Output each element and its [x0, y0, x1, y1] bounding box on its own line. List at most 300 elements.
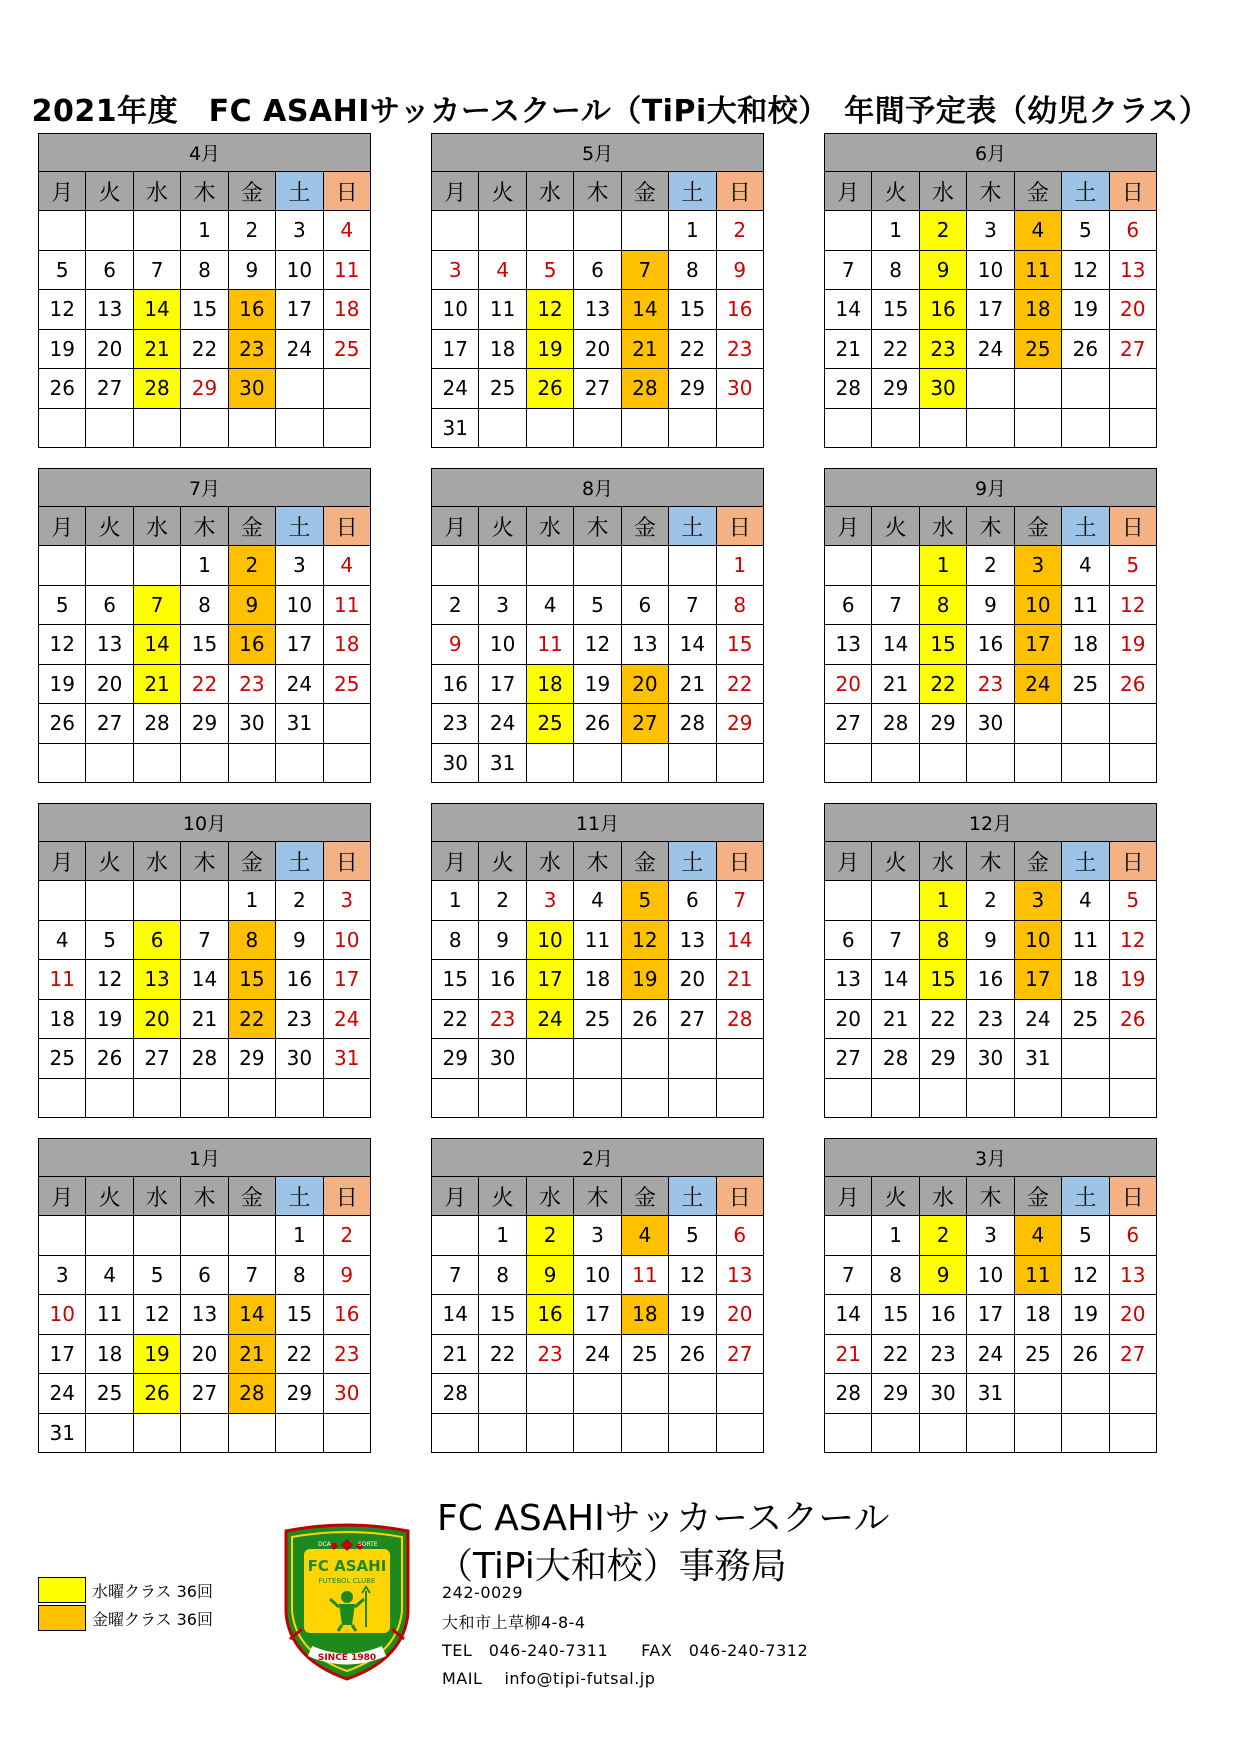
- weekday-header: 土: [1062, 172, 1109, 211]
- day-cell: 22: [181, 329, 228, 369]
- empty-cell: [228, 408, 275, 448]
- empty-cell: [1109, 1413, 1156, 1453]
- day-cell: 9: [716, 250, 763, 290]
- day-cell: 19: [1062, 290, 1109, 330]
- day-cell: 9: [967, 920, 1014, 960]
- svg-text:FUTEBOL CLUBE: FUTEBOL CLUBE: [318, 1577, 376, 1585]
- month-label: 8月: [432, 469, 764, 507]
- day-cell: 12: [526, 290, 573, 330]
- day-cell: 12: [1062, 250, 1109, 290]
- month-label: 10月: [39, 804, 371, 842]
- empty-cell: [1109, 369, 1156, 409]
- day-cell: 1: [872, 211, 919, 251]
- day-cell: 4: [621, 1216, 668, 1256]
- day-cell: 19: [574, 664, 621, 704]
- empty-cell: [323, 1078, 370, 1118]
- empty-cell: [919, 1078, 966, 1118]
- weekday-header: 日: [1109, 1177, 1156, 1216]
- day-cell: 22: [276, 1334, 323, 1374]
- day-cell: 17: [967, 290, 1014, 330]
- day-cell: 20: [86, 329, 133, 369]
- day-cell: 17: [323, 960, 370, 1000]
- day-cell: 13: [621, 625, 668, 665]
- empty-cell: [526, 1039, 573, 1079]
- day-cell: 24: [1014, 999, 1061, 1039]
- month-calendar: [824, 468, 1157, 783]
- day-cell: 21: [716, 960, 763, 1000]
- day-cell: 10: [526, 920, 573, 960]
- day-cell: 6: [574, 250, 621, 290]
- empty-cell: [872, 881, 919, 921]
- day-cell: 18: [323, 290, 370, 330]
- empty-cell: [276, 1078, 323, 1118]
- day-cell: 25: [1014, 329, 1061, 369]
- empty-cell: [86, 1078, 133, 1118]
- day-cell: 26: [621, 999, 668, 1039]
- weekday-header: 木: [967, 842, 1014, 881]
- empty-cell: [479, 1413, 526, 1453]
- weekday-header: 日: [1109, 842, 1156, 881]
- day-cell: 10: [323, 920, 370, 960]
- weekday-header: 木: [181, 172, 228, 211]
- empty-cell: [39, 546, 86, 586]
- day-cell: 13: [86, 625, 133, 665]
- empty-cell: [574, 1413, 621, 1453]
- day-cell: 31: [479, 743, 526, 783]
- day-cell: 8: [432, 920, 479, 960]
- day-cell: 31: [1014, 1039, 1061, 1079]
- weekday-header: 木: [574, 1177, 621, 1216]
- day-cell: 3: [276, 211, 323, 251]
- day-cell: 1: [716, 546, 763, 586]
- day-cell: 20: [574, 329, 621, 369]
- legend-label: 水曜クラス 36回: [92, 1581, 213, 1601]
- empty-cell: [526, 211, 573, 251]
- day-cell: 12: [133, 1295, 180, 1335]
- empty-cell: [621, 1413, 668, 1453]
- day-cell: 4: [323, 546, 370, 586]
- day-cell: 24: [323, 999, 370, 1039]
- day-cell: 29: [716, 704, 763, 744]
- empty-cell: [1062, 1078, 1109, 1118]
- empty-cell: [669, 1078, 716, 1118]
- day-cell: 18: [479, 329, 526, 369]
- day-cell: 10: [479, 625, 526, 665]
- day-cell: 19: [669, 1295, 716, 1335]
- empty-cell: [669, 743, 716, 783]
- day-cell: 24: [479, 704, 526, 744]
- day-cell: 15: [276, 1295, 323, 1335]
- empty-cell: [1062, 1039, 1109, 1079]
- svg-text:FC ASAHI: FC ASAHI: [307, 1557, 387, 1575]
- day-cell: 2: [716, 211, 763, 251]
- day-cell: 14: [181, 960, 228, 1000]
- empty-cell: [621, 546, 668, 586]
- day-cell: 5: [1109, 881, 1156, 921]
- day-cell: 27: [825, 704, 872, 744]
- empty-cell: [86, 743, 133, 783]
- day-cell: 22: [919, 999, 966, 1039]
- empty-cell: [872, 1413, 919, 1453]
- weekday-header: 火: [86, 507, 133, 546]
- empty-cell: [432, 546, 479, 586]
- day-cell: 29: [669, 369, 716, 409]
- empty-cell: [1109, 743, 1156, 783]
- empty-cell: [181, 1216, 228, 1256]
- day-cell: 25: [1062, 664, 1109, 704]
- empty-cell: [86, 408, 133, 448]
- day-cell: 23: [479, 999, 526, 1039]
- empty-cell: [39, 211, 86, 251]
- empty-cell: [479, 1374, 526, 1414]
- day-cell: 16: [919, 290, 966, 330]
- day-cell: 3: [526, 881, 573, 921]
- day-cell: 12: [39, 625, 86, 665]
- day-cell: 21: [181, 999, 228, 1039]
- day-cell: 28: [432, 1374, 479, 1414]
- day-cell: 13: [86, 290, 133, 330]
- day-cell: 5: [86, 920, 133, 960]
- day-cell: 29: [228, 1039, 275, 1079]
- empty-cell: [716, 408, 763, 448]
- empty-cell: [621, 211, 668, 251]
- day-cell: 23: [276, 999, 323, 1039]
- empty-cell: [825, 211, 872, 251]
- day-cell: 28: [133, 369, 180, 409]
- weekday-header: 月: [825, 1177, 872, 1216]
- day-cell: 24: [1014, 664, 1061, 704]
- page-title: 2021年度 FC ASAHIサッカースクール（TiPi大和校） 年間予定表（幼児クラス）: [31, 94, 1210, 129]
- day-cell: 24: [967, 1334, 1014, 1374]
- empty-cell: [133, 743, 180, 783]
- day-cell: 13: [133, 960, 180, 1000]
- day-cell: 4: [1014, 1216, 1061, 1256]
- day-cell: 26: [39, 704, 86, 744]
- day-cell: 26: [1062, 1334, 1109, 1374]
- weekday-header: 土: [669, 507, 716, 546]
- empty-cell: [323, 704, 370, 744]
- day-cell: 2: [432, 585, 479, 625]
- weekday-header: 水: [133, 1177, 180, 1216]
- empty-cell: [1109, 1374, 1156, 1414]
- weekday-header: 水: [133, 172, 180, 211]
- weekday-header: 水: [919, 507, 966, 546]
- day-cell: 6: [181, 1255, 228, 1295]
- empty-cell: [872, 743, 919, 783]
- month-label: 12月: [825, 804, 1157, 842]
- day-cell: 5: [526, 250, 573, 290]
- day-cell: 11: [323, 250, 370, 290]
- day-cell: 5: [669, 1216, 716, 1256]
- day-cell: 11: [1062, 920, 1109, 960]
- org-name: FC ASAHIサッカースクール: [437, 1498, 890, 1539]
- day-cell: 25: [526, 704, 573, 744]
- weekday-header: 金: [1014, 842, 1061, 881]
- day-cell: 6: [1109, 211, 1156, 251]
- day-cell: 23: [432, 704, 479, 744]
- empty-cell: [432, 1216, 479, 1256]
- weekday-header: 金: [228, 842, 275, 881]
- empty-cell: [526, 743, 573, 783]
- month-calendar: [38, 803, 371, 1118]
- empty-cell: [825, 546, 872, 586]
- weekday-header: 火: [479, 842, 526, 881]
- day-cell: 22: [228, 999, 275, 1039]
- weekday-header: 月: [825, 507, 872, 546]
- empty-cell: [716, 1078, 763, 1118]
- day-cell: 10: [276, 585, 323, 625]
- day-cell: 14: [872, 960, 919, 1000]
- day-cell: 15: [716, 625, 763, 665]
- day-cell: 30: [716, 369, 763, 409]
- weekday-header: 日: [323, 1177, 370, 1216]
- month-calendar: [824, 1138, 1157, 1453]
- day-cell: 29: [872, 369, 919, 409]
- day-cell: 22: [716, 664, 763, 704]
- empty-cell: [621, 743, 668, 783]
- weekday-header: 火: [872, 172, 919, 211]
- day-cell: 14: [669, 625, 716, 665]
- empty-cell: [479, 211, 526, 251]
- empty-cell: [181, 1413, 228, 1453]
- day-cell: 30: [919, 1374, 966, 1414]
- day-cell: 3: [1014, 546, 1061, 586]
- day-cell: 13: [825, 625, 872, 665]
- month-calendar: [431, 803, 764, 1118]
- empty-cell: [479, 408, 526, 448]
- day-cell: 18: [1014, 1295, 1061, 1335]
- empty-cell: [669, 546, 716, 586]
- day-cell: 27: [669, 999, 716, 1039]
- empty-cell: [1014, 408, 1061, 448]
- month-label: 5月: [432, 134, 764, 172]
- empty-cell: [825, 1216, 872, 1256]
- day-cell: 3: [967, 211, 1014, 251]
- day-cell: 24: [432, 369, 479, 409]
- day-cell: 23: [919, 1334, 966, 1374]
- day-cell: 9: [919, 1255, 966, 1295]
- day-cell: 7: [133, 585, 180, 625]
- empty-cell: [967, 743, 1014, 783]
- day-cell: 23: [967, 999, 1014, 1039]
- weekday-header: 火: [479, 1177, 526, 1216]
- weekday-header: 日: [716, 842, 763, 881]
- address: 大和市上草柳4-8-4: [442, 1613, 586, 1632]
- day-cell: 26: [86, 1039, 133, 1079]
- day-cell: 13: [181, 1295, 228, 1335]
- day-cell: 24: [574, 1334, 621, 1374]
- weekday-header: 土: [1062, 842, 1109, 881]
- day-cell: 22: [181, 664, 228, 704]
- empty-cell: [133, 1413, 180, 1453]
- weekday-header: 日: [716, 172, 763, 211]
- day-cell: 15: [432, 960, 479, 1000]
- day-cell: 7: [825, 250, 872, 290]
- weekday-header: 土: [276, 172, 323, 211]
- day-cell: 29: [919, 704, 966, 744]
- day-cell: 8: [181, 585, 228, 625]
- empty-cell: [526, 1078, 573, 1118]
- day-cell: 25: [86, 1374, 133, 1414]
- empty-cell: [825, 743, 872, 783]
- day-cell: 1: [432, 881, 479, 921]
- month-calendar: [431, 133, 764, 448]
- day-cell: 18: [621, 1295, 668, 1335]
- weekday-header: 水: [919, 842, 966, 881]
- day-cell: 4: [479, 250, 526, 290]
- empty-cell: [669, 1374, 716, 1414]
- day-cell: 10: [1014, 920, 1061, 960]
- day-cell: 26: [133, 1374, 180, 1414]
- weekday-header: 日: [1109, 172, 1156, 211]
- empty-cell: [228, 1078, 275, 1118]
- day-cell: 2: [323, 1216, 370, 1256]
- weekday-header: 金: [1014, 507, 1061, 546]
- day-cell: 16: [228, 625, 275, 665]
- empty-cell: [621, 408, 668, 448]
- day-cell: 3: [967, 1216, 1014, 1256]
- day-cell: 3: [39, 1255, 86, 1295]
- weekday-header: 木: [967, 1177, 1014, 1216]
- day-cell: 2: [967, 881, 1014, 921]
- day-cell: 19: [1109, 960, 1156, 1000]
- empty-cell: [1109, 704, 1156, 744]
- day-cell: 1: [669, 211, 716, 251]
- empty-cell: [716, 1039, 763, 1079]
- email: MAIL info@tipi-futsal.jp: [442, 1669, 656, 1688]
- day-cell: 7: [716, 881, 763, 921]
- legend-label: 金曜クラス 36回: [92, 1609, 213, 1629]
- empty-cell: [669, 1039, 716, 1079]
- day-cell: 27: [825, 1039, 872, 1079]
- day-cell: 7: [181, 920, 228, 960]
- empty-cell: [716, 743, 763, 783]
- day-cell: 6: [133, 920, 180, 960]
- day-cell: 7: [228, 1255, 275, 1295]
- day-cell: 13: [825, 960, 872, 1000]
- day-cell: 14: [228, 1295, 275, 1335]
- day-cell: 7: [872, 920, 919, 960]
- day-cell: 18: [526, 664, 573, 704]
- day-cell: 19: [133, 1334, 180, 1374]
- weekday-header: 月: [825, 842, 872, 881]
- empty-cell: [967, 369, 1014, 409]
- day-cell: 11: [1014, 1255, 1061, 1295]
- day-cell: 10: [967, 250, 1014, 290]
- day-cell: 30: [479, 1039, 526, 1079]
- empty-cell: [133, 546, 180, 586]
- day-cell: 2: [919, 211, 966, 251]
- day-cell: 16: [228, 290, 275, 330]
- day-cell: 24: [276, 329, 323, 369]
- day-cell: 19: [1062, 1295, 1109, 1335]
- day-cell: 4: [526, 585, 573, 625]
- day-cell: 29: [432, 1039, 479, 1079]
- day-cell: 5: [1062, 211, 1109, 251]
- day-cell: 26: [1109, 664, 1156, 704]
- day-cell: 8: [872, 250, 919, 290]
- empty-cell: [825, 1413, 872, 1453]
- day-cell: 23: [228, 664, 275, 704]
- weekday-header: 土: [669, 172, 716, 211]
- weekday-header: 木: [181, 507, 228, 546]
- day-cell: 18: [574, 960, 621, 1000]
- day-cell: 20: [1109, 290, 1156, 330]
- weekday-header: 日: [323, 507, 370, 546]
- empty-cell: [133, 211, 180, 251]
- empty-cell: [825, 408, 872, 448]
- day-cell: 15: [181, 290, 228, 330]
- day-cell: 5: [1109, 546, 1156, 586]
- day-cell: 8: [919, 585, 966, 625]
- day-cell: 16: [716, 290, 763, 330]
- day-cell: 1: [919, 546, 966, 586]
- day-cell: 17: [1014, 960, 1061, 1000]
- day-cell: 12: [1062, 1255, 1109, 1295]
- day-cell: 28: [872, 1039, 919, 1079]
- empty-cell: [276, 1413, 323, 1453]
- month-label: 11月: [432, 804, 764, 842]
- day-cell: 11: [86, 1295, 133, 1335]
- day-cell: 18: [86, 1334, 133, 1374]
- day-cell: 11: [479, 290, 526, 330]
- empty-cell: [825, 1078, 872, 1118]
- day-cell: 11: [39, 960, 86, 1000]
- empty-cell: [181, 743, 228, 783]
- empty-cell: [133, 1216, 180, 1256]
- day-cell: 16: [919, 1295, 966, 1335]
- day-cell: 30: [228, 704, 275, 744]
- empty-cell: [86, 546, 133, 586]
- day-cell: 8: [669, 250, 716, 290]
- day-cell: 26: [1062, 329, 1109, 369]
- month-calendar: [431, 468, 764, 783]
- month-label: 4月: [39, 134, 371, 172]
- day-cell: 12: [39, 290, 86, 330]
- empty-cell: [1062, 1413, 1109, 1453]
- day-cell: 15: [228, 960, 275, 1000]
- weekday-header: 土: [1062, 1177, 1109, 1216]
- day-cell: 2: [228, 211, 275, 251]
- day-cell: 10: [967, 1255, 1014, 1295]
- day-cell: 19: [1109, 625, 1156, 665]
- day-cell: 8: [872, 1255, 919, 1295]
- day-cell: 9: [526, 1255, 573, 1295]
- empty-cell: [323, 408, 370, 448]
- day-cell: 15: [872, 1295, 919, 1335]
- day-cell: 12: [1109, 920, 1156, 960]
- day-cell: 16: [276, 960, 323, 1000]
- day-cell: 1: [276, 1216, 323, 1256]
- empty-cell: [276, 408, 323, 448]
- weekday-header: 水: [526, 1177, 573, 1216]
- day-cell: 11: [323, 585, 370, 625]
- day-cell: 6: [716, 1216, 763, 1256]
- day-cell: 30: [228, 369, 275, 409]
- day-cell: 23: [526, 1334, 573, 1374]
- day-cell: 14: [133, 290, 180, 330]
- day-cell: 25: [1062, 999, 1109, 1039]
- day-cell: 29: [181, 369, 228, 409]
- day-cell: 21: [228, 1334, 275, 1374]
- day-cell: 31: [323, 1039, 370, 1079]
- day-cell: 12: [574, 625, 621, 665]
- weekday-header: 水: [526, 507, 573, 546]
- day-cell: 21: [669, 664, 716, 704]
- day-cell: 24: [526, 999, 573, 1039]
- day-cell: 10: [276, 250, 323, 290]
- empty-cell: [1014, 743, 1061, 783]
